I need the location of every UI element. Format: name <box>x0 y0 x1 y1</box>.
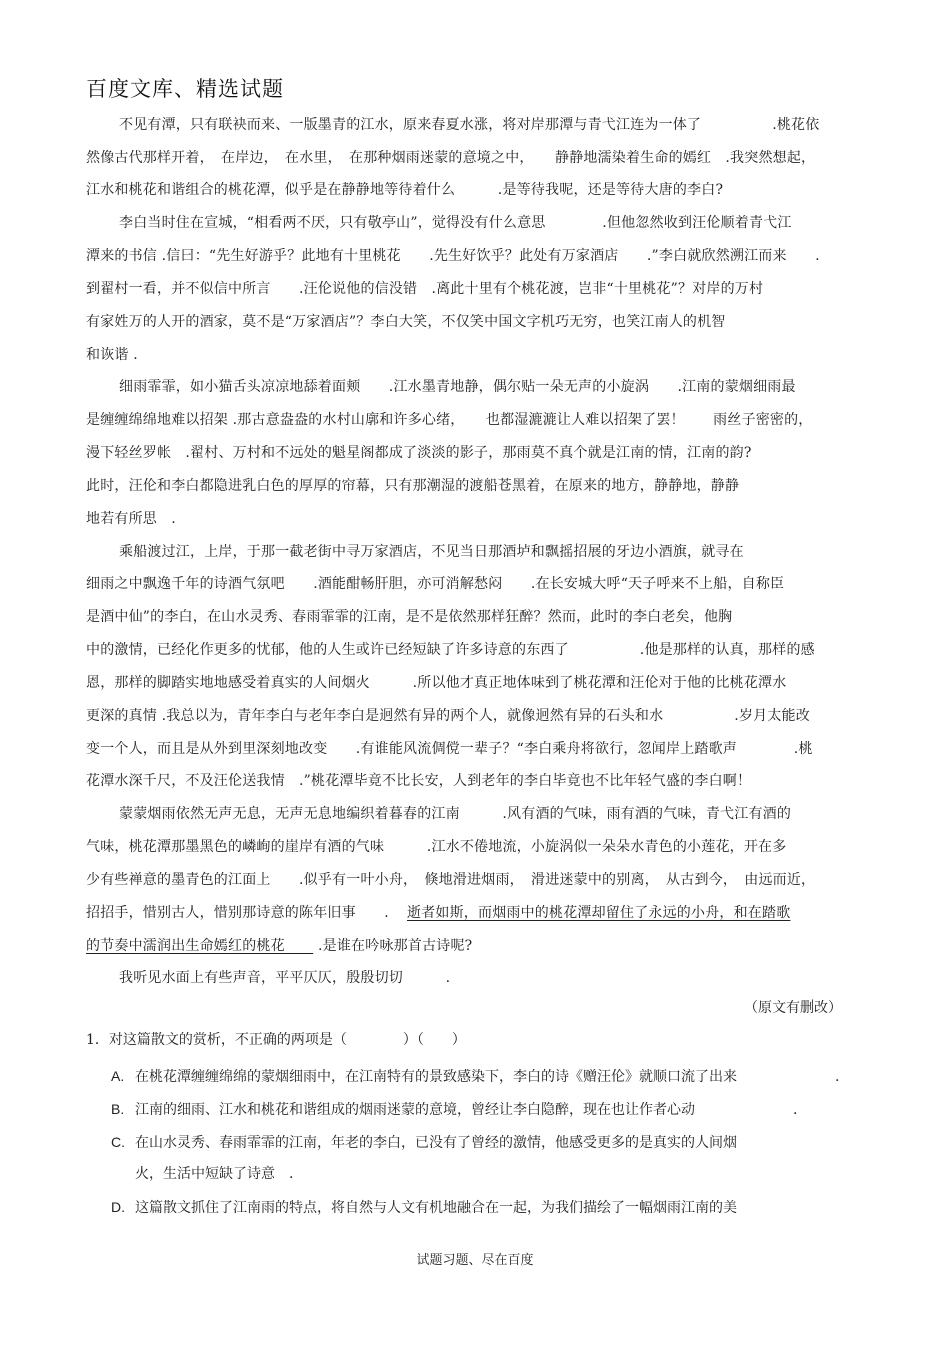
option-text: 在山水灵秀、春雨霏霏的江南，年老的李白，已没有了曾经的激情，他感受更多的是真实的人间烟 <box>135 1135 737 1151</box>
article-line: 和诙谐 . <box>86 347 138 363</box>
option-b <box>111 1099 797 1120</box>
article-line: 李白当时住在宣城，“相看两不厌，只有敬亭山”，觉得没有什么意思 .但他忽然收到汪伦顺着青弋江 <box>119 215 792 231</box>
option-a <box>111 1066 839 1087</box>
page-footer: 试题习题、尽在百度 <box>416 1253 534 1268</box>
option-label: B. <box>111 1101 125 1117</box>
option-label: D. <box>111 1199 125 1215</box>
option-d <box>111 1197 737 1218</box>
question-stem: 1．对这篇散文的赏析，不正确的两项是（ ）（ ） <box>86 1032 466 1048</box>
article-line: 少有些禅意的墨青色的江面上 .似乎有一叶小舟， 倏地滑进烟雨， 滑进迷蒙中的别离， 从古到今， 由远而近， <box>86 872 816 888</box>
article-line: .是谁在吟咏那首古诗呢? <box>318 938 473 954</box>
article-line: 细雨之中飘逸千年的诗酒气氛吧 .酒能酣畅肝胆，亦可消解愁闷 .在长安城大呼“天子呼来不上船，自称臣 <box>86 576 785 592</box>
article-line: 不见有潭，只有联袂而来、一版墨青的江水，原来春夏水涨，将对岸那潭与青弋江连为一体了 .桃花依 <box>119 117 820 133</box>
article-line: 花潭水深千尺，不及汪伦送我情 .”桃花潭毕竟不比长安，人到老年的李白毕竟也不比年轻气盛的李白啊！ <box>86 773 752 789</box>
article-line: 气味，桃花潭那墨黑色的嶙峋的崖岸有酒的气味 .江水不倦地流，小旋涡似一朵朵水青色的小莲花，开在多 <box>86 839 787 855</box>
page-header: 百度文库、精选试题 <box>86 77 284 101</box>
article-line: 细雨霏霏，如小猫舌头凉凉地舔着面颊 .江水墨青地静，偶尔贴一朵无声的小旋涡 .江南的蒙烟细雨最 <box>119 379 796 395</box>
article-line: 潭来的书信 .信曰：“先生好游乎？此地有十里桃花 .先生好饮乎？此处有万家酒店 .”李白就欣然溯江而来 . <box>86 248 820 264</box>
article-line: 漫下轻丝罗帐 .翟村、万村和不远处的魁星阁都成了淡淡的影子，那雨莫不真个就是江南的情，江南的韵? <box>86 445 752 461</box>
article-line: 招招手，惜别古人，惜别那诗意的陈年旧事 . <box>86 905 389 921</box>
option-label: C. <box>111 1134 125 1150</box>
option-text: 在桃花潭缠缠绵绵的蒙烟细雨中，在江南特有的景致感染下，李白的诗《赠汪伦》就顺口流了出来 . <box>135 1069 840 1085</box>
option-text: 火，生活中短缺了诗意 . <box>135 1166 294 1182</box>
option-c <box>111 1132 737 1153</box>
article-line: 中的激情，已经化作更多的忧郁，他的人生或许已经短缺了许多诗意的东西了 .他是那样的认真，那样的感 <box>86 642 815 658</box>
article-line: 我听见水面上有些声音，平平仄仄，殷殷切切 . <box>119 970 451 986</box>
article-line: 恩，那样的脚踏实地地感受着真实的人间烟火 .所以他才真正地体味到了桃花潭和汪伦对于他的比桃花潭水 <box>86 675 787 691</box>
option-text: 江南的细雨、江水和桃花和谐组成的烟雨迷蒙的意境，曾经让李白隐醉，现在也让作者心动 . <box>135 1102 798 1118</box>
article-line: 有家姓万的人开的酒家，莫不是“万家酒店”？李白大笑，不仅笑中国文字机巧无穷，也笑江南人的机智 <box>86 314 726 330</box>
article-line: 到翟村一看，并不似信中所言 .汪伦说他的信没错 .离此十里有个桃花渡，岂非“十里桃花”？对岸的万村 <box>86 281 764 297</box>
article-line: 然像古代那样开着， 在岸边， 在水里， 在那种烟雨迷蒙的意境之中， 静静地濡染着生命的嫣红 .我突然想起， <box>86 150 816 166</box>
option-text: 这篇散文抓住了江南雨的特点，将自然与人文有机地融合在一起，为我们描绘了一幅烟雨江南的美 <box>135 1200 737 1216</box>
source-note: （原文有删改） <box>744 1000 842 1016</box>
underlined-sentence: 逝者如斯，而烟雨中的桃花潭却留住了永远的小舟，和在踏歌 <box>407 905 791 921</box>
article-line: 变一个人，而且是从外到里深刻地改变 .有谁能风流倜傥一辈子？“李白乘舟将欲行，忽闻岸上踏歌声 .桃 <box>86 741 813 757</box>
article-line: 地若有所思 . <box>86 511 176 527</box>
option-c-continued <box>111 1164 293 1184</box>
article-line: 乘船渡过江，上岸，于那一截老街中寻万家酒店，不见当日那酒垆和飘摇招展的牙边小酒旗，就寻在 <box>119 544 744 560</box>
article-line: 此时，汪伦和李白都隐进乳白色的厚厚的帘幕，只有那潮湿的渡船苍黑着，在原来的地方，静静地，静静 <box>86 478 740 494</box>
article-line: 蒙蒙烟雨依然无声无息，无声无息地编织着暮春的江南 .风有酒的气味，雨有酒的气味，青弋江有酒的 <box>119 806 792 822</box>
article-line: 更深的真情 .我总以为，青年李白与老年李白是迥然有异的两个人，就像迥然有异的石头和水 .岁月太能改 <box>86 708 810 724</box>
article-line: 江水和桃花和谐组合的桃花潭，似乎是在静静地等待着什么 .是等待我呢，还是等待大唐的李白? <box>86 182 724 198</box>
article-line: 是酒中仙”的李白，在山水灵秀、春雨霏霏的江南，是不是依然那样狂醉？然而，此时的李白老矣，他胸 <box>86 609 733 625</box>
article-line: 是缠缠绵绵地难以招架 .那古意盎盎的水村山廓和许多心绪， 也都湿漉漉让人难以招架了罢！ 雨丝子密密的， <box>86 412 813 428</box>
underlined-sentence: 的节奏中濡润出生命嫣红的桃花 <box>86 938 314 954</box>
option-label: A. <box>111 1068 125 1084</box>
